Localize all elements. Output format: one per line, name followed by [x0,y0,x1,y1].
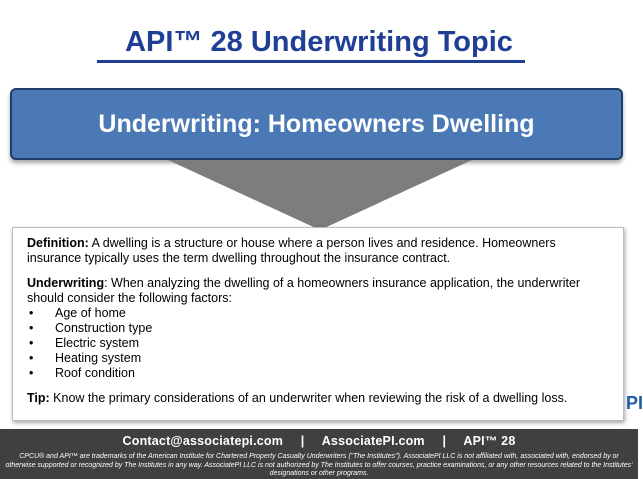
list-item: • Construction type [27,321,613,336]
contact-email-link[interactable]: Contact@associatepi.com [122,434,284,448]
logo-fragment: PI [626,393,643,413]
underwriting-text: : When analyzing the dwelling of a homeowners insurance application, the underwriter should consider the following factors: [27,276,581,305]
content-box [12,227,624,421]
footer-separator: | [442,434,447,448]
footer-separator: | [300,434,305,448]
tip-paragraph [27,391,613,406]
slide-title: API™ 28 Underwriting Topic [125,26,513,58]
factors-list [27,306,613,381]
footer-contacts [0,429,638,448]
tip-text: Know the primary considerations of an underwriter when reviewing the risk of a dwelling loss. [49,391,568,405]
underwriting-label: Underwriting [27,276,105,290]
list-item: • Roof condition [27,366,613,381]
tip-label: Tip: [27,391,50,405]
footer [0,429,638,479]
down-arrow-shape [168,160,472,230]
website-link[interactable]: AssociatePI.com [321,434,425,448]
definition-text: A dwelling is a structure or house where a person lives and residence. Homeowners insurance typically uses the term dwelling throughout the insurance contract. [27,236,556,265]
underwriting-paragraph [27,276,613,306]
banner-text: Underwriting: Homeowners Dwelling [98,109,535,138]
footer-disclaimer: CPCU® and API™ are trademarks of the American Institute for Chartered Property Casualty Underwriters ("The Institutes"). AssociatePI LLC is not affiliated with, associated with, endorsed by or otherwise supported or recognized by The Institutes in any way. AssociatePI LLC is not authorized by The Institutes to offer courses, practice examinations, or any other resources related to the Institutes' designations or other programs. [5,453,633,477]
list-item: • Age of home [27,306,613,321]
definition-label: Definition: [27,236,89,250]
topic-banner [10,88,623,160]
definition-paragraph [27,236,613,266]
list-item: • Electric system [27,336,613,351]
list-item: • Heating system [27,351,613,366]
course-label: API™ 28 [463,434,516,448]
title-underline [97,60,525,63]
